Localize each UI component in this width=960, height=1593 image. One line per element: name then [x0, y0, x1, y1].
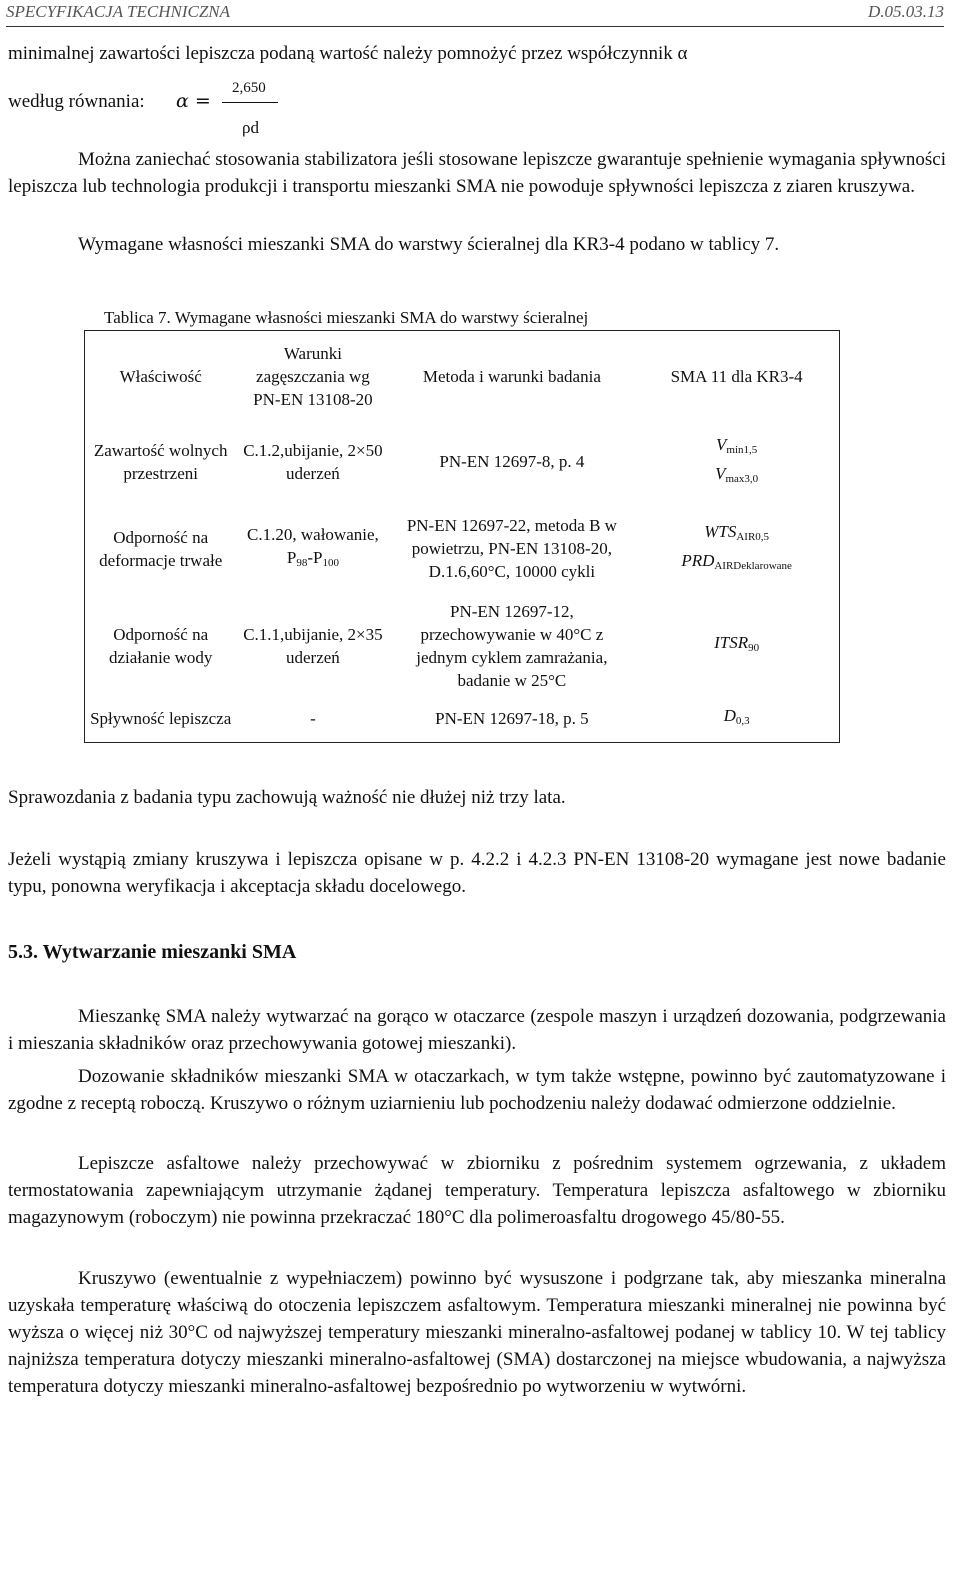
section-heading: 5.3. Wytwarzanie mieszanki SMA — [8, 941, 297, 963]
cell-property: Odporność na działanie wody — [108, 624, 213, 667]
header-property: Właściwość — [119, 367, 202, 387]
paragraph-table-ref: Wymagane własności mieszanki SMA do warstwy ścieralnej dla KR3-4 podano w tablicy 7. — [78, 234, 780, 255]
header-conditions: Warunki zagęszczania wg PN-EN 13108-20 — [253, 344, 373, 410]
cell-method: PN-EN 12697-18, p. 5 — [435, 708, 589, 728]
header-rule — [6, 26, 944, 27]
equation-fraction-bar — [222, 102, 278, 103]
intro-line: minimalnej zawartości lepiszcza podaną wartość należy pomnożyć przez współczynnik α — [8, 43, 688, 64]
table-row — [85, 423, 840, 501]
equation-alpha: α = — [176, 90, 211, 112]
section-paragraph: Dozowanie składników mieszanki SMA w otaczarkach, w tym także wstępne, powinno być zautomatyzowane i zgodne z receptą roboczą. Kruszywo o różnym uziarnieniu lub pochodzeniu należy dodawać odmierzone oddzielnie. — [8, 1066, 946, 1114]
table-header-row — [85, 331, 840, 423]
section-paragraph: Lepiszcze asfaltowe należy przechowywać w zbiorniku z pośrednim systemem ogrzewania, z układem termostatowania zapewniającym utrzymanie żądanej temperatury. Temperatura lepiszcza asfaltowego w zbiorniku magazynowym (roboczym) nie powinna przekraczać 180°C dla polimeroasfaltu drogowego 45/80-55. — [8, 1153, 946, 1228]
cell-value: $ITSR_{90}$ — [714, 633, 760, 654]
equation-numerator: 2,650 — [232, 80, 266, 96]
cell-property: Zawartość wolnych przestrzeni — [93, 440, 228, 483]
cell-method: PN-EN 12697-12, przechowywanie w 40°C z jednym cyklem zamrażania, badanie w 25°C — [416, 601, 608, 690]
header-value: SMA 11 dla KR3-4 — [670, 367, 803, 387]
equation-denominator: ρd — [242, 118, 259, 137]
cell-conditions: C.1.1,ubijanie, 2×35 uderzeń — [243, 624, 383, 667]
table-row — [85, 501, 840, 597]
paragraph-changes: Jeżeli wystąpią zmiany kruszywa i lepiszcza opisane w p. 4.2.2 i 4.2.3 PN-EN 13108-20 wymagane jest nowe badanie typu, ponowna weryfikacja i akceptacja składu docelowego. — [8, 849, 946, 897]
cell-method: PN-EN 12697-8, p. 4 — [439, 452, 585, 471]
paragraph-reports: Sprawozdania z badania typu zachowują ważność nie dłużej niż trzy lata. — [8, 787, 566, 808]
cell-conditions: - — [310, 708, 316, 728]
cell-value: $D_{0,3}$ — [723, 705, 750, 727]
equation-prefix: według równania: — [8, 91, 145, 112]
header-method: Metoda i warunki badania — [422, 367, 601, 387]
table-row — [85, 695, 840, 743]
cell-property: Spływność lepiszcza — [90, 708, 232, 728]
cell-value: $V_{min1,5}$ $V_{max3,0}$ — [715, 434, 759, 485]
page-header — [6, 2, 944, 28]
header-title: SPECYFIKACJA TECHNICZNA — [6, 2, 231, 21]
section-paragraph: Mieszankę SMA należy wytwarzać na gorąco w otaczarce (zespole maszyn i urządzeń dozowania, podgrzewania i mieszania składników oraz przechowywania gotowej mieszanki). — [8, 1006, 946, 1054]
cell-method: PN-EN 12697-22, metoda B w powietrzu, PN-EN 13108-20, D.1.6,60°C, 10000 cykli — [406, 516, 617, 581]
table-caption: Tablica 7. Wymagane własności mieszanki SMA do warstwy ścieralnej — [104, 308, 589, 327]
paragraph-stabilizer: Można zaniechać stosowania stabilizatora jeśli stosowane lepiszcze gwarantuje spełnienie wymagania spływności lepiszcza lub technologia produkcji i transportu mieszanki SMA nie powoduje spływności lepiszcza z ziaren kruszywa. — [8, 149, 946, 197]
header-code: D.05.03.13 — [867, 2, 944, 21]
cell-conditions: C.1.2,ubijanie, 2×50 uderzeń — [243, 440, 383, 483]
section-paragraph: Kruszywo (ewentualnie z wypełniaczem) powinno być wysuszone i podgrzane tak, aby mieszanka mineralna uzyskała temperaturę właściwą do otoczenia lepiszczem asfaltowym. Temperatura mieszanki mineralnej nie powinna być wyższa o więcej niż 30°C od najwyższej temperatury mieszanki mineralno-asfaltowej podanej w tablicy 10. W tej tablicy najniższa temperatura dotyczy mieszanki mineralno-asfaltowej (SMA) dostarczonej na miejsce wbudowania, a najwyższa temperatura dotyczy mieszanki mineralno-asfaltowej bezpośrednio po wytworzeniu w wytwórni. — [8, 1268, 946, 1397]
cell-property: Odporność na deformacje trwałe — [99, 527, 223, 570]
cell-value: $WTS_{AIR0,5}$ $PRD_{AIRDeklarowane}$ — [681, 521, 792, 572]
cell-conditions: C.1.20, wałowanie, $P_{98}-P_{100}$ — [247, 524, 379, 569]
table-row — [85, 597, 840, 695]
requirements-table — [84, 330, 840, 743]
